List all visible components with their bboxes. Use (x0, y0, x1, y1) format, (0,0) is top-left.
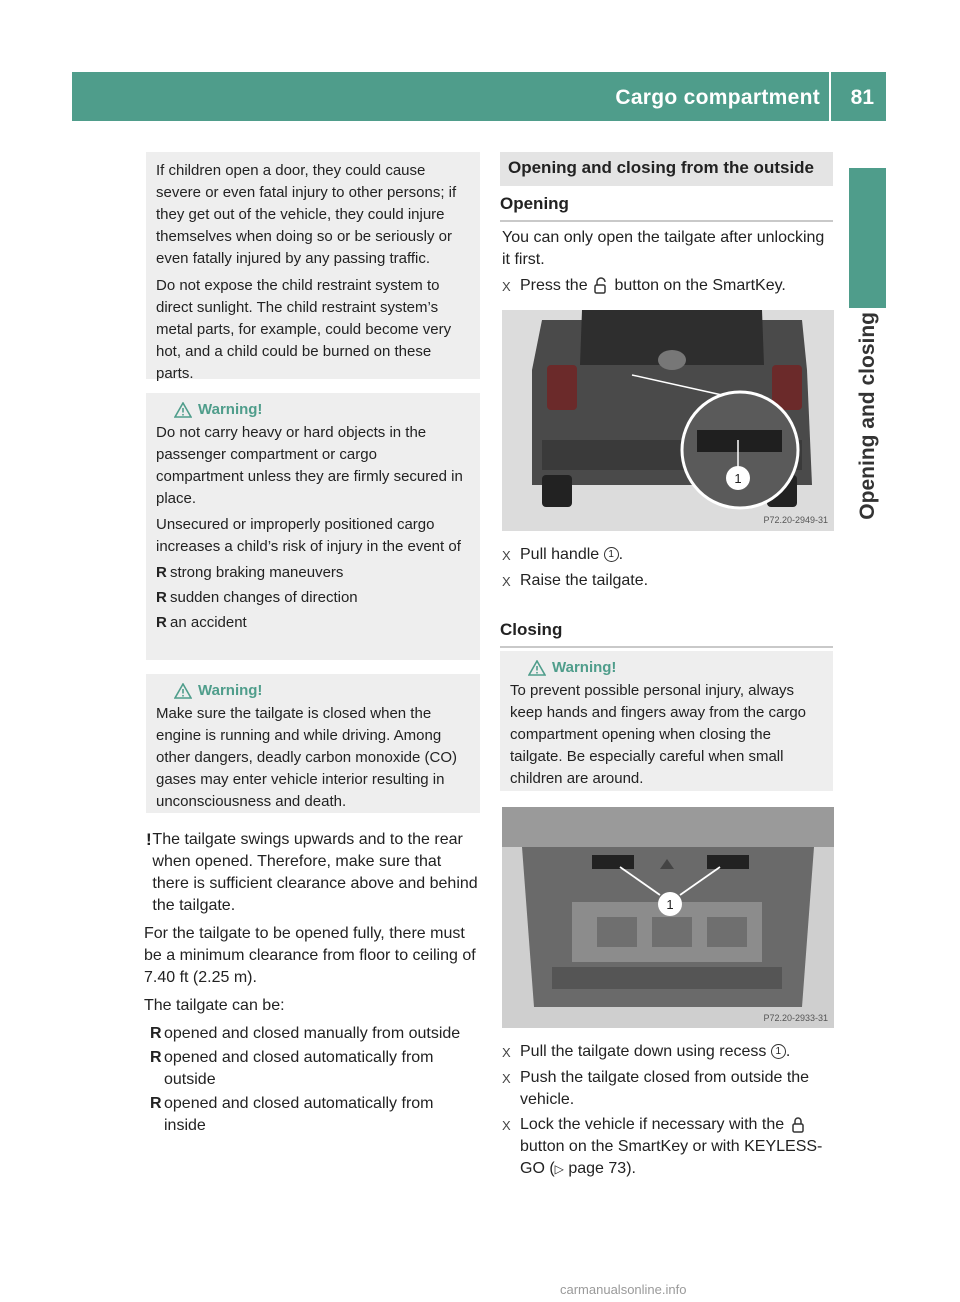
step-lock: X Lock the vehicle if necessary with the button on the SmartKey or with KEYLESS-GO (▷ page 73). (502, 1114, 834, 1180)
opening-heading: Opening (500, 194, 833, 222)
note-block (146, 829, 480, 1137)
child-safety-box (146, 152, 480, 382)
step-recess: X Pull the tailgate down using recess 1 . (502, 1041, 834, 1064)
unlock-paragraph: You can only open the tailgate after unlocking it first. (502, 229, 825, 268)
box-paragraph: If children open a door, they could cause severe or even fatal injury to other persons; if they get out of the vehicle, they could injure themselves when doing so or be seriously or even fatally injured by any passing traffic. (156, 162, 457, 267)
list-item: R opened and closed automatically from outside (150, 1049, 434, 1088)
step-arrow-icon: X (502, 548, 511, 563)
warning-triangle-icon (174, 402, 192, 418)
list-item: R sudden changes of direction (156, 589, 358, 606)
page-number: 81 (850, 86, 874, 109)
step-arrow-icon: X (502, 574, 511, 589)
page-ref-icon: ▷ (554, 1162, 564, 1176)
warning-text: Make sure the tailgate is closed when the engine is running and while driving. Among other dangers, deadly carbon monoxide (CO) gases may enter vehicle interior resulting in unconsciousness and death. (156, 705, 457, 810)
list-item: R opened and closed automatically from inside (150, 1095, 434, 1134)
callout-1-icon: 1 (771, 1044, 786, 1059)
warning-triangle-icon (174, 683, 192, 699)
step-arrow-icon: X (502, 1071, 511, 1086)
step-press: X Press the button on the SmartKey. (502, 275, 834, 298)
side-tab-marker (849, 168, 886, 308)
warning-text: To prevent possible personal injury, always keep hands and fingers away from the cargo compartment opening when closing the tailgate. Be especially careful when small children are around. (510, 682, 807, 787)
warning-box-cargo (146, 393, 480, 660)
callout-label: 1 (666, 897, 674, 912)
warning-box-co (146, 674, 480, 813)
step-pull: X Pull handle 1 . (502, 544, 834, 567)
warning-heading: Warning! (528, 659, 821, 676)
step-arrow-icon: X (502, 1045, 511, 1060)
header-divider (829, 72, 831, 121)
step-arrow-icon: X (502, 1118, 511, 1133)
unlock-icon (592, 277, 610, 295)
side-tab-label: Opening and closing (855, 312, 879, 520)
header-title: Cargo compartment (615, 86, 820, 109)
image-code: P72.20-2949-31 (763, 515, 828, 525)
warning-heading: Warning! (174, 682, 468, 699)
page-header (72, 72, 886, 121)
tailgate-can-be: The tailgate can be: (144, 997, 285, 1014)
cargo-interior-image (502, 807, 834, 1028)
lock-icon (789, 1116, 807, 1134)
warning-heading: Warning! (174, 401, 468, 418)
list-item: R strong braking maneuvers (156, 564, 344, 581)
list-item: R an accident (156, 614, 247, 631)
image-code: P72.20-2933-31 (763, 1013, 828, 1023)
car-rear-image (502, 310, 834, 531)
list-item: R opened and closed manually from outside (150, 1025, 461, 1042)
step-raise: X Raise the tailgate. (502, 570, 834, 593)
warning-text: Do not carry heavy or hard objects in the passenger compartment or cargo compartment unless they are firmly secured in place. (156, 424, 463, 507)
exclamation-icon: ! (146, 830, 152, 849)
closing-heading: Closing (500, 620, 833, 648)
clearance-paragraph: For the tailgate to be opened fully, there must be a minimum clearance from floor to ceiling of 7.40 ft (2.25 m). (144, 925, 476, 986)
note-text: The tailgate swings upwards and to the rear when opened. Therefore, make sure that there is sufficient clearance above and behind the tailgate. (152, 831, 478, 914)
callout-1-icon: 1 (604, 547, 619, 562)
warning-box-closing (500, 651, 833, 791)
step-push: X Push the tailgate closed from outside the vehicle. (502, 1067, 834, 1111)
callout-label: 1 (734, 471, 742, 486)
warning-text: Unsecured or improperly positioned cargo increases a child’s risk of injury in the event of (156, 516, 461, 555)
step-arrow-icon: X (502, 279, 511, 294)
warning-triangle-icon (528, 660, 546, 676)
section-heading: Opening and closing from the outside (500, 152, 833, 186)
watermark: carmanualsonline.info (560, 1282, 687, 1297)
box-paragraph: Do not expose the child restraint system to direct sunlight. The child restraint system’s metal parts, for example, could become very hot, and a child could be burned on these parts. (156, 277, 452, 382)
side-tab (849, 312, 886, 852)
